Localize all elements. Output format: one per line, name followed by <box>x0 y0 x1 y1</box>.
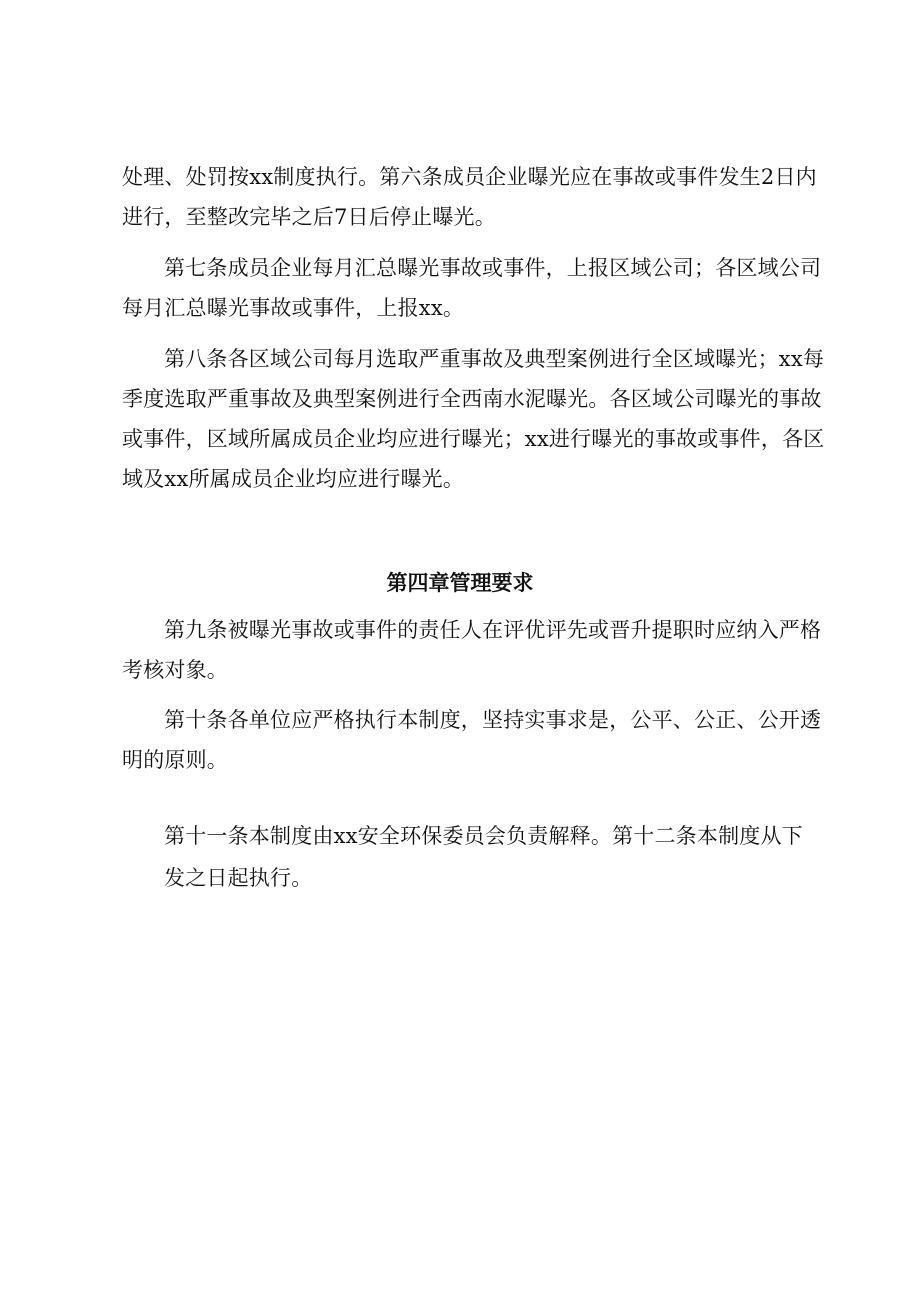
paragraph-article-6: 处理、处罚按xx制度执行。第六条成员企业曝光应在事故或事件发生2日内进行，至整改完毕之后7日后停止曝光。 <box>122 165 817 229</box>
paragraph-article-9: 第九条被曝光事故或事件的责任人在评优评先或晋升提职时应纳入严格考核对象。 <box>122 618 822 682</box>
paragraph-article-10: 第十条各单位应严格执行本制度，坚持实事求是，公平、公正、公开透明的原则。 <box>122 708 822 772</box>
paragraph-article-7: 第七条成员企业每月汇总曝光事故或事件，上报区域公司；各区域公司每月汇总曝光事故或事件，上报xx。 <box>122 256 822 320</box>
chapter-heading: 第四章管理要求 <box>386 570 534 595</box>
paragraph-article-8: 第八条各区域公司每月选取严重事故及典型案例进行全区域曝光；xx每季度选取严重事故及典型案例进行全西南水泥曝光。各区域公司曝光的事故或事件，区域所属成员企业均应进行曝光；xx进行曝光的事故或事件，各区域及xx所属成员企业均应进行曝光。 <box>122 347 825 491</box>
paragraph-article-11-12: 第十一条本制度由xx安全环保委员会负责解释。第十二条本制度从下发之日起执行。 <box>164 824 803 890</box>
